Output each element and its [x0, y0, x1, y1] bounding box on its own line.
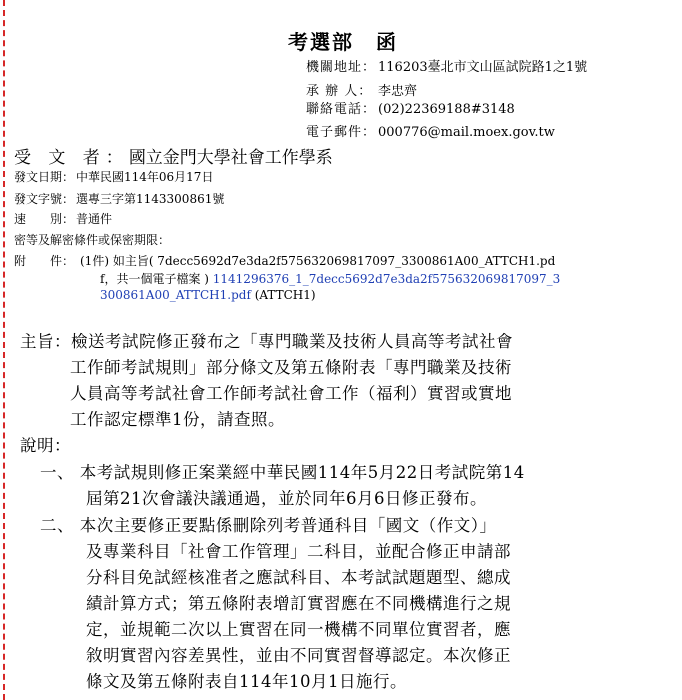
- subject-line-2: 工作師考試規則」部分條文及第五條附表「專門職業及技術: [70, 358, 512, 377]
- explanation-item-1-line-1: 一、 本考試規則修正案業經中華民國114年5月22日考試院第14: [40, 463, 525, 482]
- explanation-heading: 說明：: [20, 436, 71, 455]
- explanation-item-2-line-5: 定，並規範二次以上實習在同一機構不同單位實習者，應: [86, 620, 511, 639]
- subject-line-3: 人員高等考試社會工作師考試社會工作（福利）實習或實地: [70, 384, 512, 403]
- contact-address: 機關地址： 116203臺北市文山區試院路1之1號: [306, 60, 588, 75]
- secrecy-condition: 密等及解密條件或保密期限：: [14, 233, 171, 247]
- explanation-item-2-line-4: 績計算方式；第五條附表增訂實習應在不同機構進行之規: [86, 594, 511, 613]
- contact-email: 電子郵件： 000776@mail.moex.gov.tw: [306, 125, 555, 140]
- contact-phone: 聯絡電話： (02)22369188#3148: [306, 102, 515, 117]
- explanation-item-2-line-7: 條文及第五條附表自114年10月1日施行。: [86, 672, 407, 691]
- subject-line-4: 工作認定標準1份，請查照。: [70, 410, 285, 429]
- attachment-line-3: 300861A00_ATTCH1.pdf (ATTCH1): [100, 288, 316, 302]
- subject-line-1: 主旨：檢送考試院修正發布之「專門職業及技術人員高等考試社會: [20, 332, 513, 351]
- explanation-item-2-line-3: 分科目免試經核准者之應試科目、本考試試題題型、總成: [86, 568, 511, 587]
- explanation-item-2-line-6: 敘明實習內容差異性，並由不同實習督導認定。本次修正: [86, 646, 511, 665]
- margin-binding-line: [3, 0, 5, 700]
- recipient: 受 文 者：國立金門大學社會工作學系: [14, 148, 333, 168]
- attachment-label: 附 件：: [14, 254, 75, 268]
- document-title: 考選部 函: [288, 30, 398, 54]
- attachment-link[interactable]: 1141296376_1_7decc5692d7e3da2f575632069817097_3: [208, 272, 561, 286]
- attachment-line-1: (1件) 如主旨( 7decc5692d7e3da2f575632069817097_3300861A00_ATTCH1.pd: [80, 254, 556, 268]
- explanation-item-1-line-2: 屆第21次會議決議通過，並於同年6月6日修正發布。: [86, 489, 487, 508]
- issue-date: 發文日期： 中華民國114年06月17日: [14, 170, 214, 184]
- attachment-link-cont[interactable]: 300861A00_ATTCH1.pdf: [100, 288, 251, 302]
- contact-officer: 承 辦 人： 李忠齊: [306, 84, 418, 99]
- document-number: 發文字號： 選專三字第1143300861號: [14, 192, 225, 206]
- delivery-speed: 速 別： 普通件: [14, 212, 113, 226]
- explanation-item-2-line-2: 及專業科目「社會工作管理」二科目，並配合修正申請部: [86, 542, 511, 561]
- attachment-line-2: f，共一個電子檔案 ) 1141296376_1_7decc5692d7e3da2f575632069817097_3: [100, 272, 561, 286]
- explanation-item-2-line-1: 二、 本次主要修正要點係刪除列考普通科目「國文（作文）」: [40, 516, 497, 535]
